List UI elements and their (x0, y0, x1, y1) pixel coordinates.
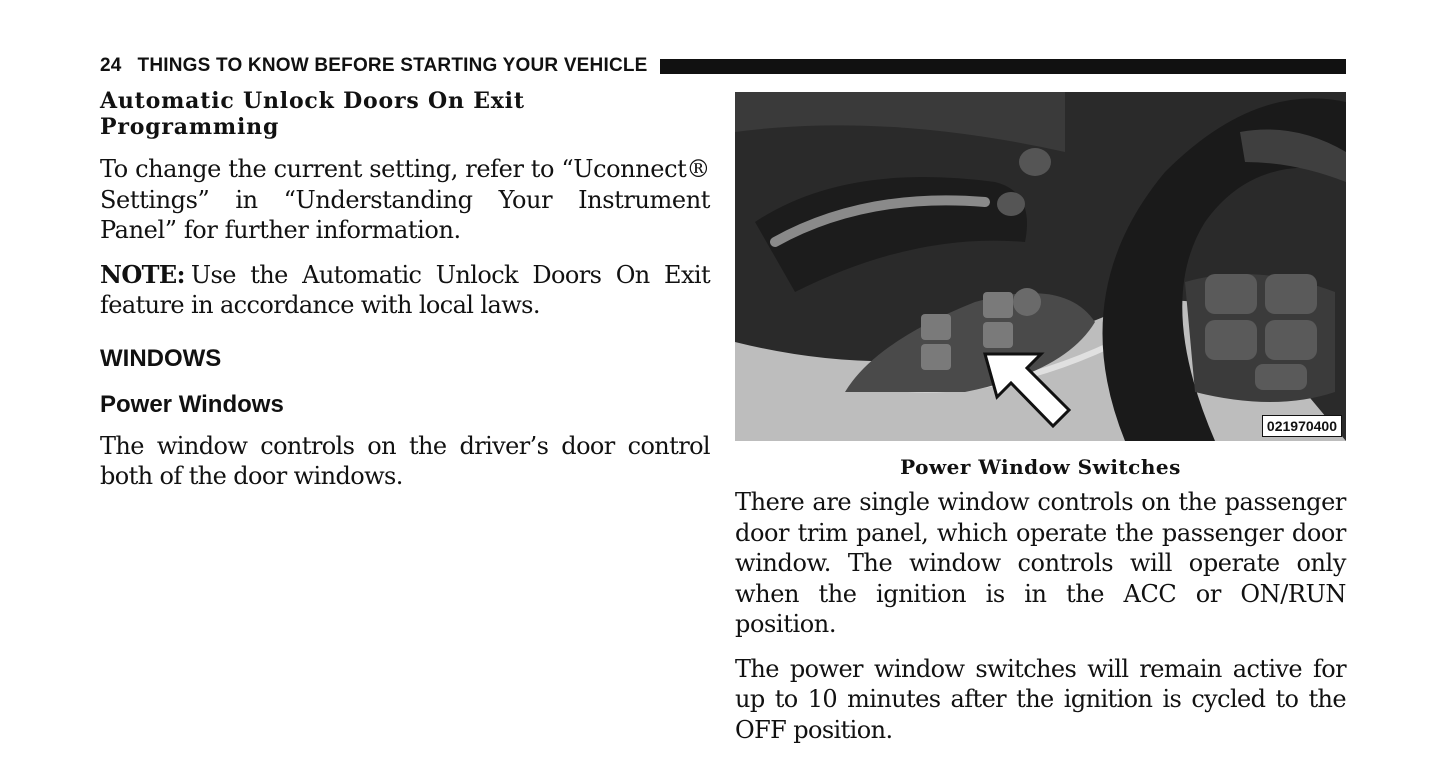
note-label: NOTE: (100, 259, 185, 289)
note-paragraph (100, 260, 710, 321)
page-header (100, 54, 1346, 78)
page-number: 24 (100, 55, 122, 76)
right-column (735, 92, 1346, 759)
running-section-title: THINGS TO KNOW BEFORE STARTING YOUR VEHICLE (137, 55, 648, 76)
power-window-switches-photo-icon (735, 92, 1346, 441)
section-heading-windows: WINDOWS (100, 344, 222, 372)
subsection-heading-power-windows: Power Windows (100, 390, 284, 418)
paragraph-switches-active: The power window switches will remain active for up to 10 minutes after the ignition is cycled to the OFF position. (735, 654, 1346, 744)
paragraph-window-controls: The window controls on the driver’s door control both of the door windows. (100, 431, 710, 490)
paragraph-passenger-controls: There are single window controls on the passenger door trim panel, which operate the passenger door window. The window controls will operate only when the ignition is in the ACC or ON/RUN position. (735, 488, 1346, 638)
figure-id-label: 021970400 (1262, 415, 1342, 437)
figure-caption: Power Window Switches (900, 455, 1181, 479)
paragraph-change-setting: To change the current setting, refer to “Uconnect® Settings” in “Understanding Your Instrument Panel” for further information. (100, 155, 710, 244)
header-rule (660, 59, 1346, 74)
note-text: Use the Automatic Unlock Doors On Exit feature in accordance with local laws. (100, 260, 710, 319)
left-column (100, 88, 710, 506)
subhead-automatic-unlock: Automatic Unlock Doors On Exit Programming (100, 88, 525, 140)
power-window-switches-figure (735, 92, 1346, 441)
